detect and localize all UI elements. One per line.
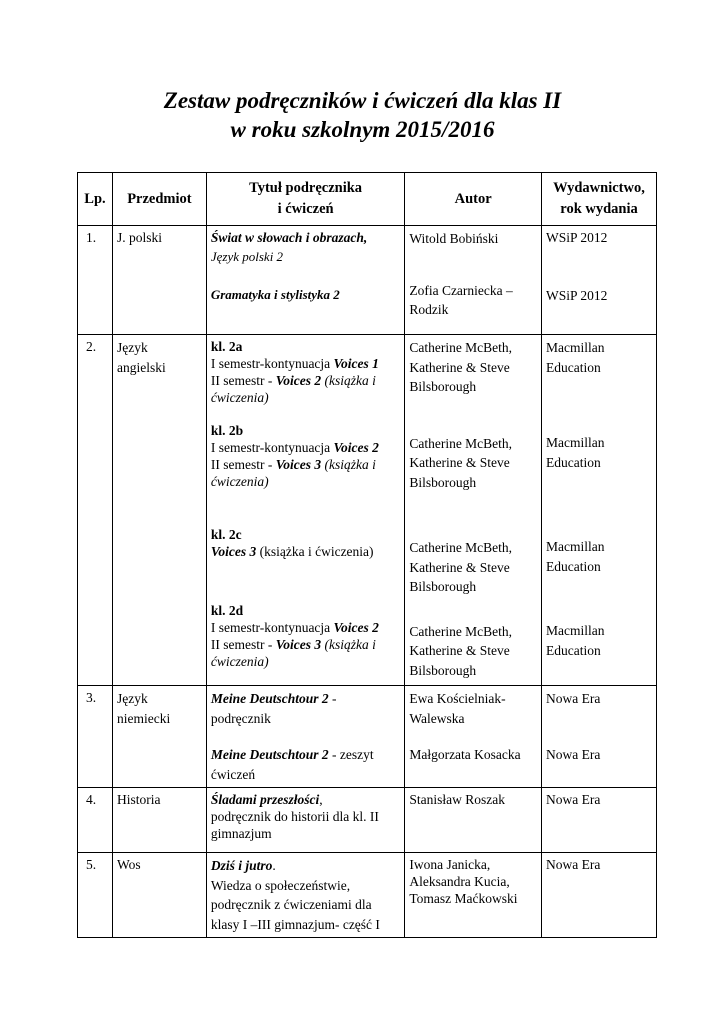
- book-note-cont: ćwiczenia): [210, 654, 269, 669]
- row-lp: 2.: [78, 335, 113, 686]
- row-subject: J. polski: [112, 226, 206, 335]
- row-lp: 3.: [78, 686, 113, 788]
- semester-1-line: [211, 439, 400, 456]
- author-name: Bilsborough: [409, 474, 477, 490]
- header-publisher: [542, 173, 657, 226]
- row-title: [206, 226, 404, 335]
- author-name: Zofia Czarniecka –: [409, 282, 513, 298]
- semester-1-line: [211, 619, 400, 636]
- class-label: kl. 2c: [210, 527, 242, 542]
- row-publisher: [542, 226, 657, 335]
- book-note: (książka i: [321, 373, 376, 388]
- author-name: Witold Bobiński: [409, 231, 499, 246]
- row-publisher: [542, 335, 657, 686]
- table-row: [78, 853, 657, 938]
- book-type: podręcznik: [210, 710, 271, 726]
- author-name: Ewa Kościelniak-: [409, 691, 506, 706]
- row-lp: 4.: [78, 788, 113, 853]
- book-title: Voices 2: [333, 440, 379, 455]
- class-block-2a: [211, 338, 400, 406]
- publisher: Nowa Era: [546, 691, 601, 706]
- book-title: Dziś i jutro: [210, 858, 273, 873]
- header-lp: Lp.: [78, 173, 113, 226]
- class-label: kl. 2b: [210, 423, 244, 438]
- table-row: [78, 788, 657, 853]
- book-description: podręcznik do historii dla kl. II: [210, 809, 379, 824]
- book-title: Voices 2: [275, 373, 322, 388]
- row-subject: Wos: [112, 853, 206, 938]
- page-title: [0, 86, 725, 144]
- row-subject: [112, 335, 206, 686]
- semester-prefix: II semestr -: [210, 457, 276, 472]
- book-title: Voices 3: [275, 457, 322, 472]
- author-name: Catherine McBeth,: [409, 623, 513, 639]
- author-name-cont: Walewska: [409, 710, 465, 726]
- subject-line-2: angielski: [116, 359, 166, 375]
- author-name-cont: Rodzik: [409, 302, 449, 317]
- publisher: Macmillan: [546, 340, 605, 355]
- header-title-line-2: i ćwiczeń: [277, 201, 334, 217]
- semester-2-line: [211, 372, 400, 389]
- title-line-1: Zestaw podręczników i ćwiczeń dla klas II: [163, 88, 562, 113]
- author-name: Katherine & Steve: [409, 359, 510, 375]
- publisher: Education: [546, 642, 601, 658]
- class-block-2d: [211, 602, 400, 670]
- publisher: Macmillan: [546, 435, 605, 450]
- row-author: [405, 686, 542, 788]
- semester-1-line: [211, 355, 400, 372]
- author-block-2c: [409, 538, 537, 597]
- row-lp: 1.: [78, 226, 113, 335]
- table-row: [78, 335, 657, 686]
- title-line-2: w roku szkolnym 2015/2016: [230, 117, 495, 142]
- publisher: Nowa Era: [546, 746, 601, 762]
- book-description: podręcznik z ćwiczeniami dla: [210, 897, 372, 912]
- author-block-2b: [409, 434, 537, 493]
- row-author: [405, 226, 542, 335]
- book-title: Świat w słowach i obrazach,: [210, 230, 368, 245]
- semester-prefix: II semestr -: [210, 373, 276, 388]
- author-name: Katherine & Steve: [409, 559, 510, 575]
- book-title: Voices 1: [333, 356, 379, 371]
- table-row: [78, 226, 657, 335]
- publisher: Education: [546, 558, 601, 574]
- semester-2-line: [211, 456, 400, 473]
- publisher: Education: [546, 454, 601, 470]
- book-note: (książka i ćwiczenia): [256, 544, 374, 559]
- subject-line-1: Język: [116, 691, 148, 706]
- publisher-block-2b: [546, 433, 652, 472]
- semester-2-line: [211, 636, 400, 653]
- book-suffix: ,: [319, 792, 323, 807]
- book-line: [211, 745, 400, 765]
- book-title: Voices 2: [333, 620, 379, 635]
- author-name: Bilsborough: [409, 379, 477, 394]
- book-title: Meine Deutschtour 2: [210, 747, 329, 762]
- author-name: Tomasz Maćkowski: [409, 891, 518, 906]
- book-description-cont: gimnazjum: [210, 826, 272, 841]
- book-suffix: .: [272, 858, 276, 873]
- author-name: Catherine McBeth,: [409, 435, 513, 451]
- book-title: Śladami przeszłości: [210, 792, 320, 807]
- publisher-block-2d: [546, 621, 652, 660]
- textbook-table: [77, 172, 657, 938]
- book-suffix: -: [328, 691, 337, 706]
- subject-line-2: niemiecki: [116, 710, 171, 726]
- book-line: [211, 689, 400, 709]
- author-name: Catherine McBeth,: [409, 540, 513, 555]
- publisher: Macmillan: [546, 539, 605, 554]
- author-name: Małgorzata Kosacka: [409, 747, 521, 762]
- header-title-line-1: Tytuł podręcznika: [249, 180, 363, 196]
- class-block-2c: [211, 526, 400, 560]
- book-note: (książka i: [321, 637, 376, 652]
- book-title: Meine Deutschtour 2: [210, 691, 329, 706]
- author-name: Katherine & Steve: [409, 643, 510, 658]
- row-lp: 5.: [78, 853, 113, 938]
- table-row: [78, 686, 657, 788]
- class-block-2b: [211, 422, 400, 490]
- book-description: klasy I –III gimnazjum- część I: [210, 916, 380, 932]
- author-block-2a: [409, 338, 537, 397]
- row-subject: [112, 686, 206, 788]
- row-publisher: Nowa Era: [542, 788, 657, 853]
- semester-prefix: I semestr-kontynuacja: [210, 620, 334, 635]
- header-subject: Przedmiot: [112, 173, 206, 226]
- publisher-block-2a: [546, 338, 652, 377]
- row-title: [206, 686, 404, 788]
- author-block-2d: [409, 622, 537, 681]
- book-suffix: - zeszyt: [328, 747, 374, 762]
- row-publisher: [542, 686, 657, 788]
- header-publisher-line-1: Wydawnictwo,: [553, 180, 645, 196]
- author-name: Iwona Janicka,: [409, 857, 491, 872]
- row-subject: Historia: [112, 788, 206, 853]
- book-description: Wiedza o społeczeństwie,: [210, 877, 351, 893]
- book-note-cont: ćwiczenia): [210, 390, 269, 405]
- semester-prefix: I semestr-kontynuacja: [210, 356, 334, 371]
- author-name: Catherine McBeth,: [409, 340, 513, 355]
- subject-line-1: Język: [116, 340, 148, 355]
- book-title: Gramatyka i stylistyka 2: [210, 287, 340, 302]
- author-name: Katherine & Steve: [409, 455, 510, 470]
- book-line: [211, 856, 400, 876]
- book-subtitle: Język polski 2: [210, 249, 284, 264]
- book-title: Voices 3: [210, 544, 257, 559]
- class-label: kl. 2a: [210, 339, 243, 354]
- class-label: kl. 2d: [210, 603, 244, 618]
- row-title: [206, 335, 404, 686]
- row-author: [405, 853, 542, 938]
- row-title: [206, 853, 404, 938]
- semester-prefix: I semestr-kontynuacja: [210, 440, 334, 455]
- publisher: WSiP 2012: [546, 230, 608, 245]
- book-title: Voices 3: [275, 637, 322, 652]
- book-line: [211, 791, 400, 808]
- publisher: Education: [546, 359, 601, 375]
- table-header-row: [78, 173, 657, 226]
- row-title: [206, 788, 404, 853]
- author-name: Bilsborough: [409, 662, 477, 678]
- header-publisher-line-2: rok wydania: [560, 201, 638, 217]
- publisher-block-2c: [546, 537, 652, 576]
- book-line: [211, 543, 400, 560]
- book-note-cont: ćwiczenia): [210, 474, 269, 489]
- book-type: ćwiczeń: [210, 766, 256, 782]
- author-name: Aleksandra Kucia,: [409, 874, 510, 889]
- publisher: WSiP 2012: [546, 288, 608, 303]
- row-author: Stanisław Roszak: [405, 788, 542, 853]
- row-publisher: Nowa Era: [542, 853, 657, 938]
- publisher: Macmillan: [546, 623, 605, 638]
- header-author: Autor: [405, 173, 542, 226]
- semester-prefix: II semestr -: [210, 637, 276, 652]
- author-name: Bilsborough: [409, 579, 477, 594]
- book-note: (książka i: [321, 457, 376, 472]
- row-author: [405, 335, 542, 686]
- header-title: [206, 173, 404, 226]
